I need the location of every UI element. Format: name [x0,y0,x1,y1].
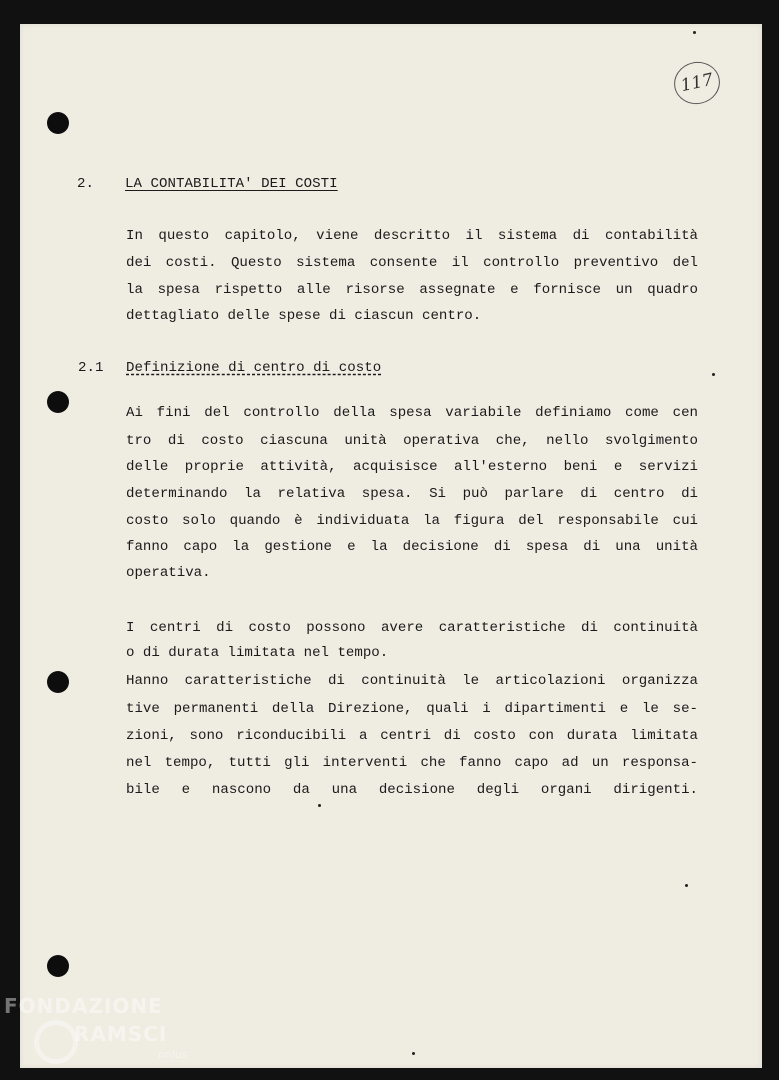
subsection-title: Definizione di centro di costo [126,360,382,376]
text-line: determinando la relativa spesa. Si può parlare di centro di [126,486,698,502]
text-line: bile e nascono da una decisione degli organi dirigenti. [126,782,698,798]
section-title: LA CONTABILITA' DEI COSTI [125,176,338,192]
text-line: In questo capitolo, viene descritto il sistema di contabilità [126,228,698,244]
text-line: la spesa rispetto alle risorse assegnate e fornisce un quadro [126,282,698,298]
text-line: dettagliato delle spese di ciascun centro. [126,308,482,324]
text-line: delle proprie attività, acquisisce all'esterno beni e servizi [126,459,698,475]
ink-speck [693,31,696,34]
watermark-line2: RAMSCI [74,1022,168,1046]
ink-speck [712,373,715,376]
watermark-line1: FONDAZIONE [4,994,163,1018]
text-line: tive permanenti della Direzione, quali i dipartimenti e le se- [126,701,698,717]
watermark-line3: onlus [158,1048,188,1061]
text-line: costo solo quando è individuata la figura del responsabile cui [126,513,698,529]
punch-hole [47,112,69,134]
text-line: Hanno caratteristiche di continuità le articolazioni organizza [126,673,698,689]
subsection-number: 2.1 [78,360,104,376]
ink-speck [412,1052,415,1055]
text-line: operativa. [126,565,211,581]
text-line: dei costi. Questo sistema consente il controllo preventivo del [126,255,698,271]
text-line: Ai fini del controllo della spesa variabile definiamo come cen [126,405,698,421]
text-line: tro di costo ciascuna unità operativa che, nello svolgimento [126,433,698,449]
section-number: 2. [77,176,95,192]
text-line: fanno capo la gestione e la decisione di spesa di una unità [126,539,698,555]
punch-hole [47,955,69,977]
punch-hole [47,391,69,413]
watermark-g-icon [34,1020,78,1064]
document-page [20,24,762,1068]
text-line: nel tempo, tutti gli interventi che fanno capo ad un responsa- [126,755,698,771]
punch-hole [47,671,69,693]
text-line: o di durata limitata nel tempo. [126,645,389,661]
ink-speck [318,804,321,807]
handwritten-page-number: 117 [670,58,724,109]
ink-speck [685,884,688,887]
text-line: I centri di costo possono avere caratteristiche di continuità [126,620,698,636]
text-line: zioni, sono riconducibili a centri di costo con durata limitata [126,728,698,744]
